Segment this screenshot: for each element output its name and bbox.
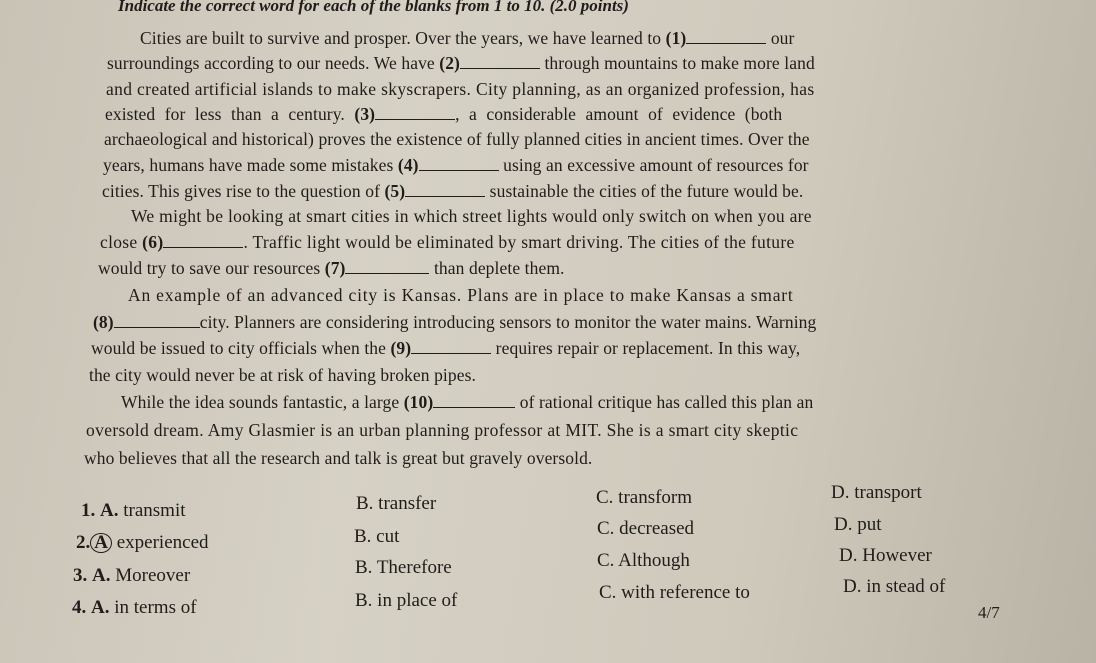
blank-number-2: (2): [439, 53, 460, 73]
passage-line-10: [98, 258, 565, 279]
passage-line-7: [102, 181, 803, 202]
blank-3[interactable]: [375, 107, 455, 120]
option-letter: A.: [91, 597, 110, 618]
blank-number-8: (8): [93, 312, 114, 332]
passage-text: sustainable the cities of the future would be.: [485, 181, 804, 201]
option-letter: A.: [100, 500, 119, 521]
passage-line-8: We might be looking at smart cities in which street lights would only switch on when you are: [131, 206, 812, 226]
passage-text: . Traffic light would be eliminated by smart driving. The cities of the future: [243, 232, 795, 252]
passage-line-14: the city would never be at risk of having broken pipes.: [89, 365, 476, 385]
question-number: 2.: [76, 532, 91, 553]
passage-line-11: An example of an advanced city is Kansas. Plans are in place to make Kansas a smart: [128, 285, 794, 305]
passage-line-16: oversold dream. Amy Glasmier is an urban planning professor at MIT. She is a smart city skeptic: [86, 420, 799, 440]
passage-line-15: [121, 392, 813, 413]
question-number: 3.: [73, 565, 88, 586]
option-a[interactable]: in terms of: [114, 597, 197, 618]
option-4-d[interactable]: D. in stead of: [843, 576, 946, 597]
passage-line-1: [140, 28, 794, 49]
blank-number-3: (3): [354, 104, 376, 124]
passage-text: than deplete them.: [429, 258, 565, 278]
passage-text: existed for less than a century.: [105, 104, 355, 124]
option-a[interactable]: Moreover: [115, 565, 191, 586]
blank-number-10: (10): [403, 392, 434, 412]
blank-10[interactable]: [433, 395, 515, 408]
blank-8[interactable]: [114, 315, 200, 328]
blank-5[interactable]: [405, 184, 485, 197]
passage-text: close: [100, 232, 143, 252]
blank-number-9: (9): [390, 338, 412, 358]
option-row-1: [81, 500, 186, 522]
option-a[interactable]: transmit: [123, 500, 186, 521]
blank-number-7: (7): [324, 258, 346, 278]
option-2-d[interactable]: D. put: [834, 514, 882, 535]
option-1-b[interactable]: B. transfer: [356, 493, 437, 514]
passage-text: surroundings according to our needs. We have: [107, 53, 440, 73]
option-letter: A: [94, 532, 108, 553]
blank-1[interactable]: [686, 31, 766, 44]
blank-number-4: (4): [397, 155, 419, 175]
option-3-b[interactable]: B. Therefore: [355, 557, 452, 578]
passage-text: of rational critique has called this plan an: [515, 392, 814, 412]
circled-answer-icon[interactable]: [90, 533, 112, 553]
question-number: 1.: [81, 500, 96, 521]
blank-number-5: (5): [384, 181, 406, 201]
passage-line-9: [100, 232, 795, 253]
blank-number-1: (1): [665, 28, 687, 48]
question-number: 4.: [72, 597, 87, 618]
passage-text: , a considerable amount of evidence (both: [455, 104, 783, 124]
blank-9[interactable]: [411, 341, 491, 354]
passage-text: city. Planners are considering introducing sensors to monitor the water mains. Warning: [199, 312, 817, 332]
passage-line-13: [91, 338, 800, 359]
option-3-c[interactable]: C. Although: [597, 550, 690, 571]
passage-text: would try to save our resources: [98, 258, 325, 278]
option-3-d[interactable]: D. However: [839, 545, 932, 566]
blank-4[interactable]: [419, 158, 499, 171]
blank-7[interactable]: [345, 261, 429, 274]
option-row-4: [72, 597, 197, 619]
blank-6[interactable]: [163, 235, 243, 248]
passage-text: cities. This gives rise to the question of: [102, 181, 385, 201]
passage-text: through mountains to make more land: [540, 53, 815, 73]
option-4-b[interactable]: B. in place of: [355, 590, 458, 611]
option-2-b[interactable]: B. cut: [354, 526, 400, 547]
instructions: Indicate the correct word for each of the blanks from 1 to 10. (2.0 points): [118, 0, 629, 15]
option-1-c[interactable]: C. transform: [596, 487, 693, 508]
passage-line-4: [105, 104, 782, 125]
passage-text: Cities are built to survive and prosper. Over the years, we have learned to: [140, 28, 666, 48]
option-row-2: [76, 532, 209, 554]
passage-line-3: and created artificial islands to make skyscrapers. City planning, as an organized profession, has: [106, 79, 815, 99]
blank-2[interactable]: [460, 56, 540, 69]
option-4-c[interactable]: C. with reference to: [599, 582, 750, 603]
option-row-3: [73, 565, 190, 587]
passage-text: our: [766, 28, 795, 48]
option-letter: A.: [92, 565, 111, 586]
option-1-d[interactable]: D. transport: [831, 482, 922, 503]
blank-number-6: (6): [142, 232, 164, 252]
option-2-c[interactable]: C. decreased: [597, 518, 695, 539]
passage-line-6: [103, 155, 809, 176]
passage-line-12: [93, 312, 816, 333]
passage-text: years, humans have made some mistakes: [103, 155, 398, 175]
passage-text: would be issued to city officials when the: [91, 338, 391, 358]
passage-line-2: [107, 53, 815, 74]
passage-text: While the idea sounds fantastic, a large: [121, 392, 404, 412]
passage-text: using an excessive amount of resources for: [498, 155, 809, 175]
passage-text: requires repair or replacement. In this way,: [491, 338, 801, 358]
passage-line-17: who believes that all the research and talk is great but gravely oversold.: [84, 448, 593, 468]
passage-line-5: archaeological and historical) proves the existence of fully planned cities in ancient times. Over the: [104, 129, 810, 149]
page-number: 4/7: [978, 603, 1000, 622]
option-a[interactable]: experienced: [116, 532, 209, 553]
